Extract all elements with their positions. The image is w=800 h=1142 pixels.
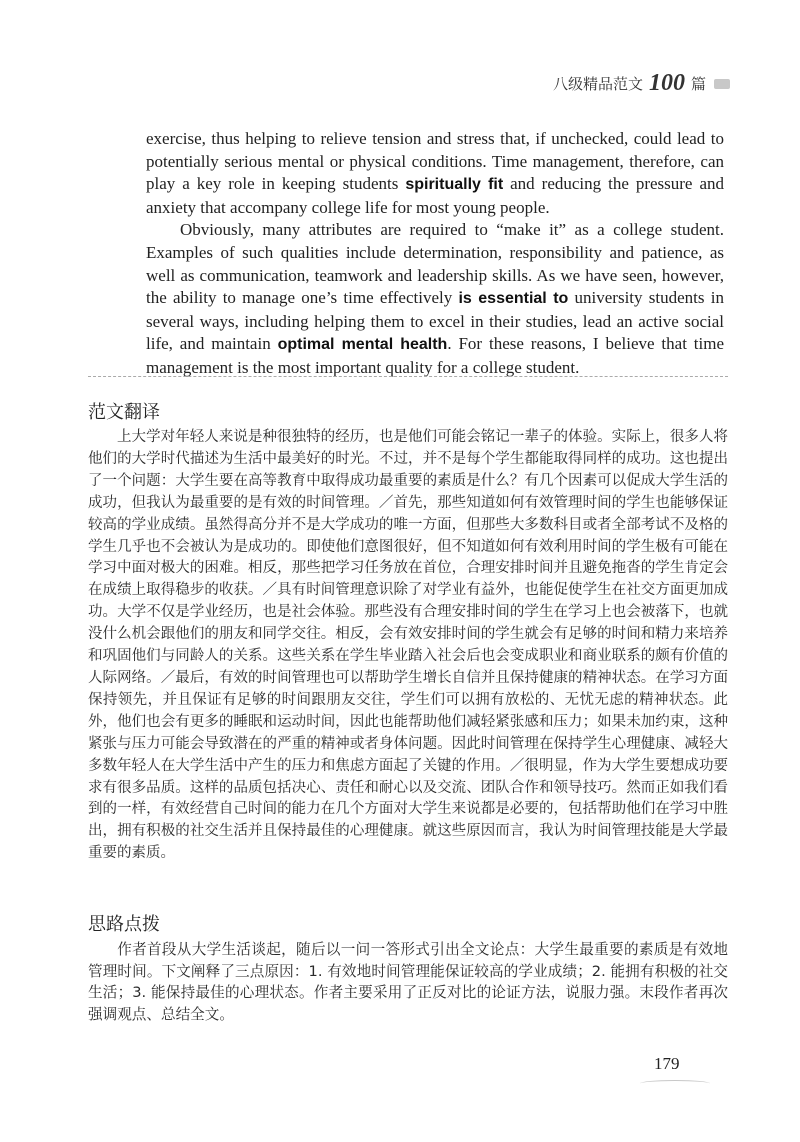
highlight-phrase: optimal mental health <box>277 336 448 354</box>
book-title: 八级精品范文 <box>552 75 643 93</box>
essay-text: and reducing the pressure and anxiety that accompany college life for most young people. <box>146 174 724 217</box>
highlight-phrase: is essential to <box>458 290 569 308</box>
essay-text: . For these reasons, I believe that time management is the most important quality for a college student. <box>146 334 725 377</box>
tips-text: 作者首段从大学生活谈起，随后以一问一答形式引出全文论点：大学生最重要的素质是有效地管理时间。下文阐释了三点原因：1. 有效地时间管理能保证较高的学业成绩；2. 能拥有积极的社交生活；3. 能保持最佳的心理状态。作者主要采用了正反对比的论证方法，说服力强。末段作者再次强调观点、总结全文。 <box>88 941 728 1024</box>
english-essay <box>146 128 724 380</box>
translation-text: 上大学对年轻人来说是种很独特的经历，也是他们可能会铭记一辈子的体验。实际上，很多人将他们的大学时代描述为生活中最美好的时光。不过，并不是每个学生都能取得同样的成功。这也提出了一个问题：大学生要在高等教育中取得成功最重要的素质是什么？有几个因素可以促成大学生活的成功，但我认为最重要的是有效的时间管理。／首先，那些知道如何有效管理时间的学生也能够保证较高的学业成绩。虽然得高分并不是大学成功的唯一方面，但那些大多数科目或者全部考试不及格的学生几乎也不会被认为是成功的。即使他们意图很好，但不知道如何有效利用时间的学生极有可能在学习中面对极大的困难。相反，那些把学习任务放在首位，合理安排时间并且避免拖沓的学生肯定会在成绩上取得稳步的收获。／具有时间管理意识除了对学业有益外，也能促使学生在社交方面更加成功。大学不仅是学业经历，也是社会体验。那些没有合理安排时间的学生在学习上也会被落下，也就没什么机会跟他们的朋友和同学交往。相反，会有效安排时间的学生就会有足够的时间和精力来培养和巩固他们与同龄人的关系。这些关系在学生毕业踏入社会后也会变成职业和商业联系的颇有价值的人际网络。／最后，有效的时间管理也可以帮助学生增长自信并且保持健康的精神状态。在学习方面保持领先，并且保证有足够的时间跟朋友交往，学生们可以拥有放松的、无忧无虑的精神状态。此外，他们也会有更多的睡眠和运动时间，因此也能帮助他们减轻紧张感和压力；如果未加约束，这种紧张与压力可能会导致潜在的严重的精神或者身体问题。因此时间管理在保持学生心理健康、减轻大多数年轻人在大学生活中产生的压力和焦虑方面起了关键的作用。／很明显，作为大学生要想成功要求有很多品质。这样的品质包括决心、责任和耐心以及交流、团队合作和领导技巧。然而正如我们看到的一样，有效经营自己时间的能力在几个方面对大学生来说都是必要的，包括帮助他们在学习中胜出，拥有积极的社交生活并且保持最佳的心理健康。就这些原因而言，我认为时间管理技能是大学最重要的素质。 <box>88 429 728 862</box>
essay-text: Obviously, many attributes are required to “make it” as a college student. Examples of such qualities include determination, responsibility and patience, as well as communication, teamwork and leadership skills. As we have seen, however, the ability to manage one’s time effectively <box>146 220 724 308</box>
tips-heading: 思路点拨 <box>88 914 160 935</box>
book-title-suffix: 篇 <box>690 75 706 93</box>
page-number: 179 <box>654 1054 680 1073</box>
book-number: 100 <box>648 70 685 96</box>
essay-paragraph <box>146 219 724 379</box>
header-ornament <box>714 79 730 89</box>
essay-text: exercise, thus helping to relieve tension and stress that, if unchecked, could lead to potentially serious mental or physical conditions. Time management, therefore, can play a key role in keeping students <box>146 129 724 194</box>
essay-paragraph <box>146 128 724 219</box>
essay-text: university students in several ways, including helping them to excel in their studies, lead an active social life, and maintain <box>146 288 724 354</box>
running-header <box>553 70 730 97</box>
highlight-phrase: spiritually fit <box>405 176 504 194</box>
translation-heading: 范文翻译 <box>88 402 160 423</box>
section-divider <box>88 376 728 378</box>
page-number-ornament <box>640 1080 710 1087</box>
